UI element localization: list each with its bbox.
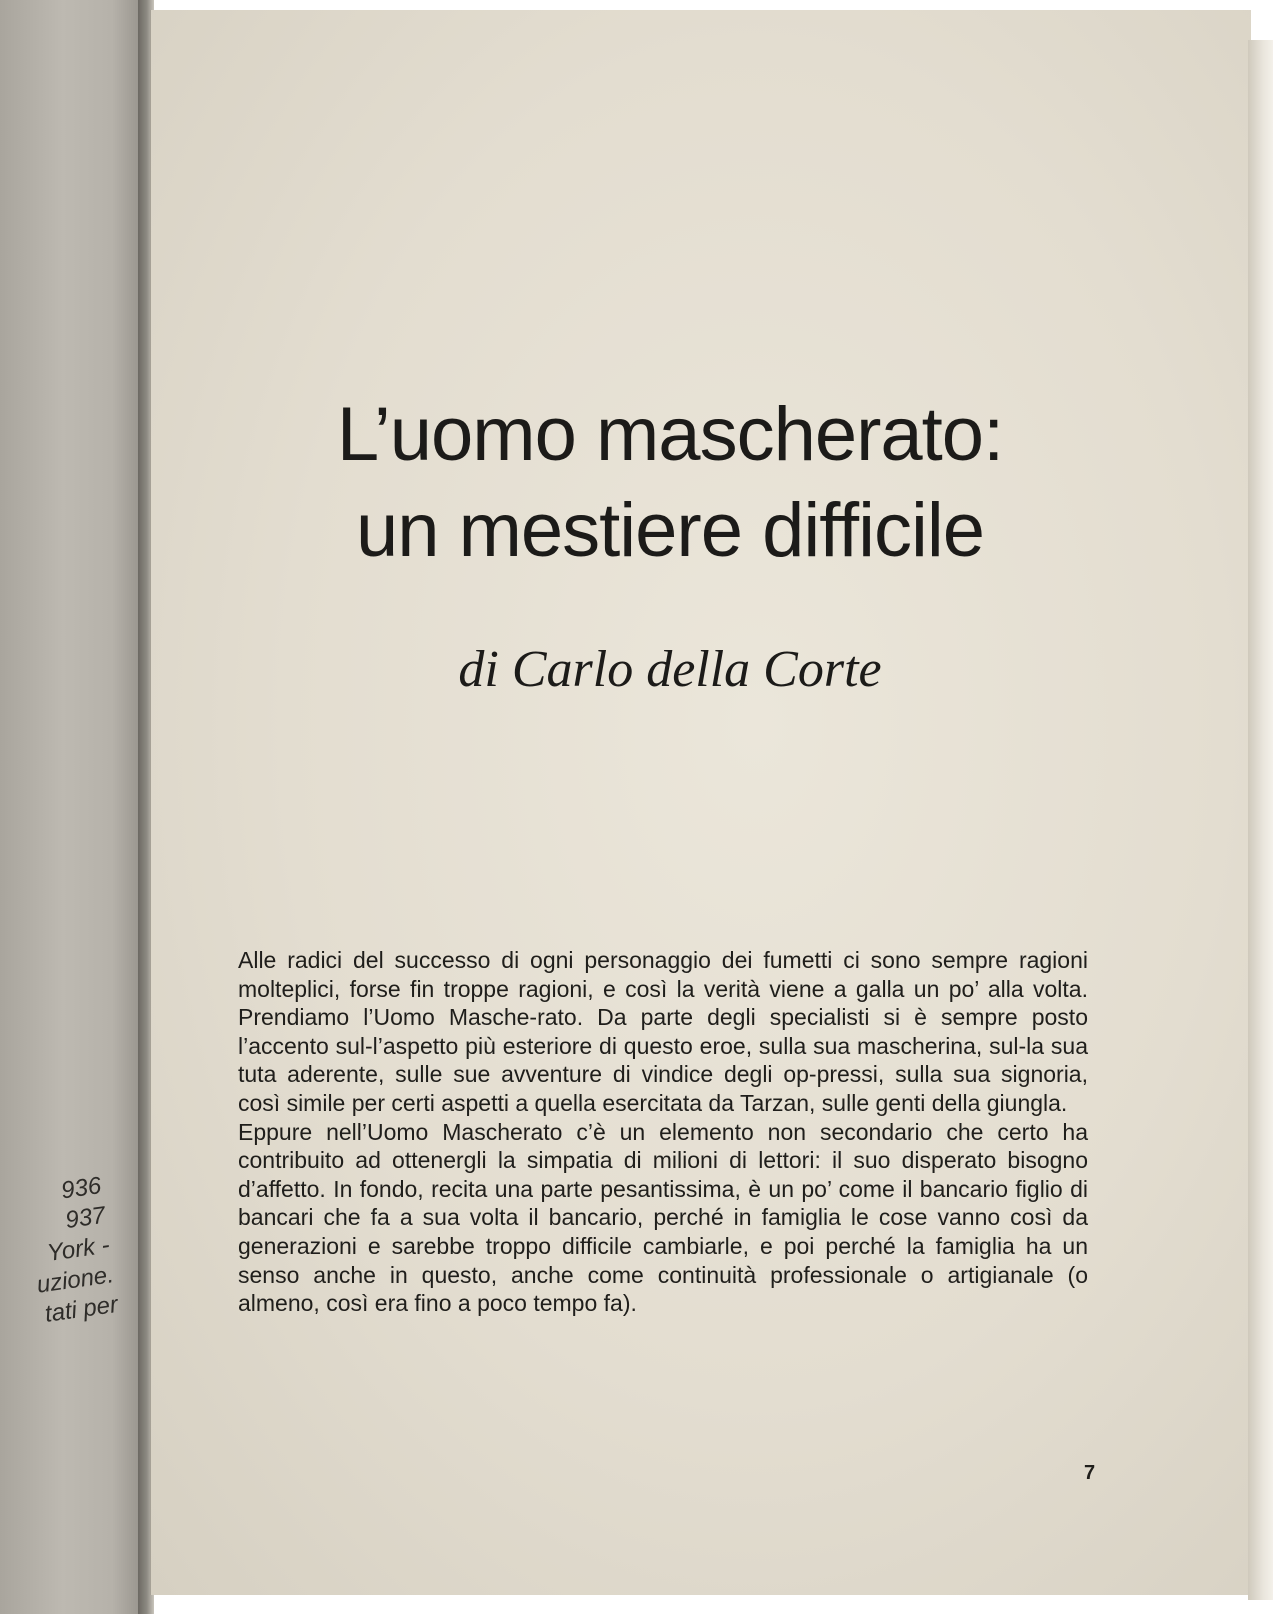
article-page: [150, 10, 1251, 1595]
title-line-2: un mestiere difficile: [355, 488, 985, 573]
previous-page: [0, 0, 140, 1614]
previous-page-text-fragments: [0, 1171, 120, 1333]
title-line-1: L’uomo mascherato:: [336, 392, 1004, 477]
article-title: [235, 387, 1105, 579]
page-edge: [1248, 40, 1273, 1600]
article-body: [238, 946, 1088, 1318]
fragment-text: 936: [59, 1172, 103, 1205]
fragment-text: uzione.: [35, 1261, 116, 1299]
paragraph: Alle radici del successo di ogni personaggio dei fumetti ci sono sempre ragioni molteplici, forse fin troppe ragioni, e così la verità viene a galla un po’ alla volta. Prendiamo l’Uomo Masche-rato. Da parte degli specialisti si è sempre posto l’accento sul-l’aspetto più esteriore di questo eroe, sulla sua mascherina, sul-la sua tuta aderente, sulle sue avventure di vindice degli op-pressi, sulla sua signoria, così simile per certi aspetti a quella esercitata da Tarzan, sulle genti della giungla.: [238, 947, 1088, 1116]
fragment-text: tati per: [43, 1290, 120, 1328]
page-number: 7: [1084, 1462, 1096, 1484]
fragment-text: York -: [45, 1231, 112, 1267]
paragraph: Eppure nell’Uomo Mascherato c’è un elemento non secondario che certo ha contribuito ad ottenergli la simpatia di milioni di lettori: il suo disperato bisogno d’affetto. In fondo, recita una parte pesantissima, è un po’ come il bancario figlio di bancari che fa a sua volta il bancario, perché in famiglia le cose vanno così da generazioni e sarebbe troppo difficile cambiarle, e poi perché la famiglia ha un senso anche in questo, anche come continuità professionale o artigianale (o almeno, così era fino a poco tempo fa).: [238, 1118, 1088, 1317]
article-byline: di Carlo della Corte: [458, 641, 882, 698]
fragment-text: 937: [63, 1201, 108, 1235]
